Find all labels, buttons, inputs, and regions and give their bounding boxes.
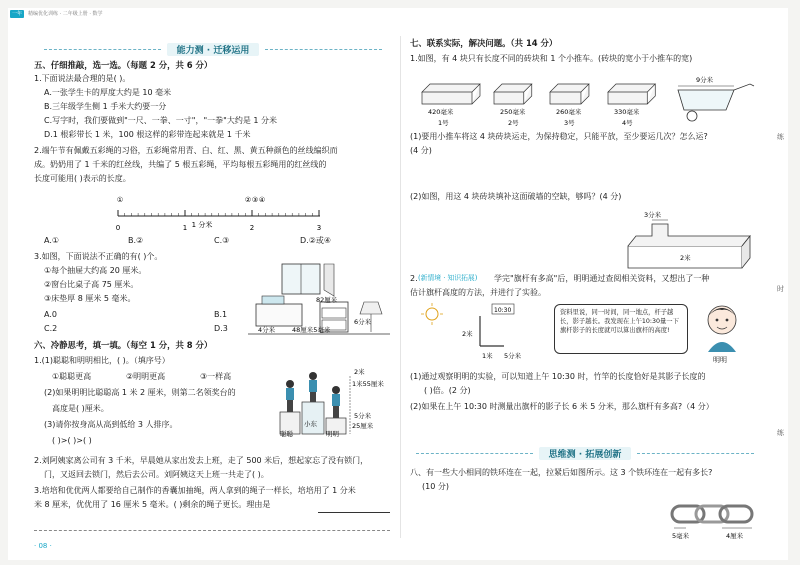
q6-1-part2: (2)如果明明比聪聪高 1 米 2 厘米，则第二名领奖台的 [44, 388, 236, 397]
kid-name: 明明 [713, 356, 727, 364]
sec8-line1: 八、有一些大小相同的铁环连在一起，拉紧后如图所示。这 3 个铁环连在一起有多长? [410, 468, 713, 477]
q6-2-line1: 2.刘阿姨家离公司有 3 千米，早晨她从家出发去上班，走了 500 米后，想起家忘了没有锁门， [34, 456, 369, 465]
q5-2-option-a[interactable]: A.① [44, 236, 60, 245]
brick-3-num: 3号 [564, 119, 575, 127]
ruler-tick-2: 2 [249, 224, 255, 232]
podium-name-mingming: 明明 [326, 430, 339, 438]
podium-label-5dm: 5分米 [354, 412, 372, 420]
podium-label-155: 1米55厘米 [352, 380, 384, 388]
brick-4-num: 4号 [622, 119, 633, 127]
q5-3-item-1: ①每个抽屉大约高 20 厘米。 [44, 266, 147, 275]
workbook-page [8, 8, 788, 560]
q7-1-stem: 1.如图，有 4 块只有长度不同的砖块和 1 个小推车。(砖块的宽小于小推车的宽) [410, 54, 693, 63]
wall-label-gap: 3分米 [644, 211, 662, 219]
sec5-title: 五、仔细推敲，选一选。（每题 2 分，共 6 分） [34, 60, 213, 70]
ruler-unit-label: 1 分米 [191, 221, 213, 229]
page-number: · 08 · [34, 542, 52, 550]
q5-1-option-b[interactable]: B.三年级学生侧 1 手米大约要一分 [44, 102, 167, 111]
q5-3-item-2: ②窗台比桌子高 75 厘米。 [44, 280, 139, 289]
wall-label-length: 2米 [680, 254, 691, 262]
ruler-figure [98, 194, 338, 234]
q7-2-tag: (新情境 · 知识拓展) [418, 274, 478, 282]
right-banner: 思维测 · 拓展创新 [410, 446, 760, 460]
podium-name-congcong: 聪聪 [280, 430, 293, 438]
q6-3-line2: 米 8 厘米，优优用了 16 厘米 5 毫米。( )剩余的绳子更长。理由是 [34, 500, 271, 509]
room-label-lamp: 6分米 [354, 318, 372, 326]
brick-3-length: 260毫米 [556, 108, 582, 116]
q6-1-order-blanks[interactable]: ( )>( )>( ) [52, 436, 92, 445]
q7-1-p1-line2: (4 分) [410, 146, 432, 155]
left-banner: 能力测 · 迁移运用 [38, 42, 388, 56]
q5-1-option-a[interactable]: A.一张学生卡的厚度大约是 10 毫米 [44, 88, 172, 97]
podium-label-25cm: 25厘米 [352, 422, 374, 430]
q6-1-part1: 1.(1)聪聪和明明相比，( )。（填序号） [34, 356, 170, 365]
q5-3-item-3: ③床垫厚 8 厘米 5 毫米。 [44, 294, 136, 303]
q6-1-choice-1: ①聪聪更高 [52, 372, 92, 381]
q7-2-p2: (2)如果在上午 10:30 时测量出旗杆的影子长 6 米 5 分米，那么旗杆有多高?（4 分） [410, 402, 714, 411]
rings-figure [668, 498, 768, 542]
q5-1-stem: 1.下面说法最合理的是( )。 [34, 74, 131, 83]
q5-1-option-c[interactable]: C.写字时，我们要做到"一尺、一拳、一寸"，"一拳"大约是 1 分米 [44, 116, 278, 125]
wall-figure [622, 206, 764, 274]
podium-label-2m: 2米 [354, 368, 365, 376]
q6-2-line2: 门，又返回去锁门，然后去公司。刘阿姨这天上班一共走了( )。 [44, 470, 269, 479]
kid-avatar [698, 298, 748, 358]
ruler-marker-4: ④ [258, 196, 266, 204]
q6-1-choice-2: ②明明更高 [126, 372, 166, 381]
ruler-tick-0: 0 [115, 224, 121, 232]
podium-name-xiaodong: 小东 [304, 420, 317, 428]
q5-3-option-d[interactable]: D.3 [214, 324, 228, 333]
room-label-window: 82厘米 [316, 296, 338, 304]
ring-thickness: 5毫米 [672, 532, 690, 540]
q5-3-option-a[interactable]: A.0 [44, 310, 57, 319]
header-tag: 一年 [11, 11, 22, 17]
cart-body [678, 90, 734, 110]
q5-1-option-d[interactable]: D.1 根彩带长 1 米，100 根这样的彩带连起来就是 1 千米 [44, 130, 251, 139]
sec8-line2: (10 分) [422, 482, 449, 491]
q7-2-line2: 估计旗杆高度的方法，并进行了实验。 [410, 288, 546, 297]
q6-1-choice-3: ③一样高 [200, 372, 232, 381]
q5-2-line2: 成。奶奶用了 1 千米的红丝线，共编了 5 根五彩绳，平均每根五彩绳用的红丝线的 [34, 160, 327, 169]
ruler-tick-1: 1 [182, 224, 188, 232]
q5-2-line3: 长度可能用( )表示的长度。 [34, 174, 131, 183]
ruler-marker-2: ② [244, 196, 252, 204]
q5-2-option-c[interactable]: C.③ [214, 236, 230, 245]
brick-2 [494, 84, 532, 104]
q5-3-stem: 3.如图，下面说法不正确的有( )个。 [34, 252, 163, 261]
q6-1-part3: (3)请你按身高从高到低给 3 人排序。 [44, 420, 178, 429]
q7-1-p1-line1: (1)要用小推车将这 4 块砖块运走，为保持稳定，只能平放，至少要运几次？怎么运? [410, 132, 708, 141]
room-figure [246, 262, 392, 338]
pole-height: 2米 [462, 330, 473, 338]
brick-1 [422, 84, 480, 104]
q5-2-line1: 2.端午节有佩戴五彩绳的习俗，五彩绳常用青、白、红、黑、黄五种颜色的丝线编织而 [34, 146, 338, 155]
clock-time: 10:30 [494, 307, 512, 314]
q5-3-option-c[interactable]: C.2 [44, 324, 58, 333]
ruler-marker-3: ③ [251, 196, 259, 204]
brick-2-num: 2号 [508, 119, 519, 127]
sec7-title: 七、联系实际，解决问题。（共 14 分） [410, 38, 558, 48]
bricks-figure [416, 70, 756, 128]
q5-2-option-b[interactable]: B.② [128, 236, 144, 245]
ring-length: 4厘米 [726, 532, 744, 540]
q7-2-p1-line1: (1)通过观察明明的实验，可以知道上午 10:30 时，竹竿的长度恰好是其影子长度的 [410, 372, 706, 381]
shadow-1m: 1米 [482, 352, 493, 360]
brick-4-length: 330毫米 [614, 108, 640, 116]
room-label-drawer: 48厘米5毫米 [292, 326, 331, 334]
sidebar-note-1: 练 [777, 133, 784, 141]
brick-2-length: 250毫米 [500, 108, 526, 116]
shadow-5dm: 5分米 [504, 352, 522, 360]
cart-label: 9分米 [696, 76, 714, 84]
q6-3-line1: 3.培培和优优两人都要给自己制作的香囊加抽绳，两人拿到的绳子一样长，培培用了 1 分米 [34, 486, 356, 495]
ruler-tick-3: 3 [316, 224, 322, 232]
sidebar-note-2: 时 [777, 285, 784, 293]
brick-1-num: 1号 [438, 119, 449, 127]
q5-3-option-b[interactable]: B.1 [214, 310, 228, 319]
sidebar-note-3: 练 [777, 429, 784, 437]
q5-2-option-d[interactable]: D.②或④ [300, 236, 332, 245]
column-divider [400, 36, 401, 538]
shadow-figure [418, 302, 548, 362]
header-text: 精编优化训练 · 二年级上册 · 数学 [28, 11, 103, 17]
q7-2-p1-line2: ( )倍。(2 分) [424, 386, 471, 395]
sec6-title: 六、冷静思考，填一填。（每空 1 分，共 8 分） [34, 340, 213, 350]
podium-figure [258, 356, 392, 438]
room-label-bed: 4分米 [258, 326, 276, 334]
brick-1-length: 420毫米 [428, 108, 454, 116]
reason-answer-line-2[interactable] [34, 530, 390, 531]
q6-1-part2-cont: 高度是( )厘米。 [52, 404, 109, 413]
brick-3 [550, 84, 589, 104]
q7-2-num: 2. [410, 274, 418, 283]
q7-1-p2: (2)如图，用这 4 块砖块填补这面破墙的空缺，够吗？(4 分) [410, 192, 622, 201]
speech-bubble: 资料里说，同一时间，同一地点，杆子越长，影子越长。我发现在上午10:30量一下旗杆影子的长度就可以算出旗杆的高度! [554, 304, 688, 354]
q7-2-line1: 学完"旗杆有多高"后，明明通过查阅相关资料，又想出了一种 [494, 274, 710, 283]
brick-4 [608, 84, 655, 104]
reason-answer-line[interactable] [318, 512, 390, 513]
ruler-marker-1: ① [116, 196, 124, 204]
